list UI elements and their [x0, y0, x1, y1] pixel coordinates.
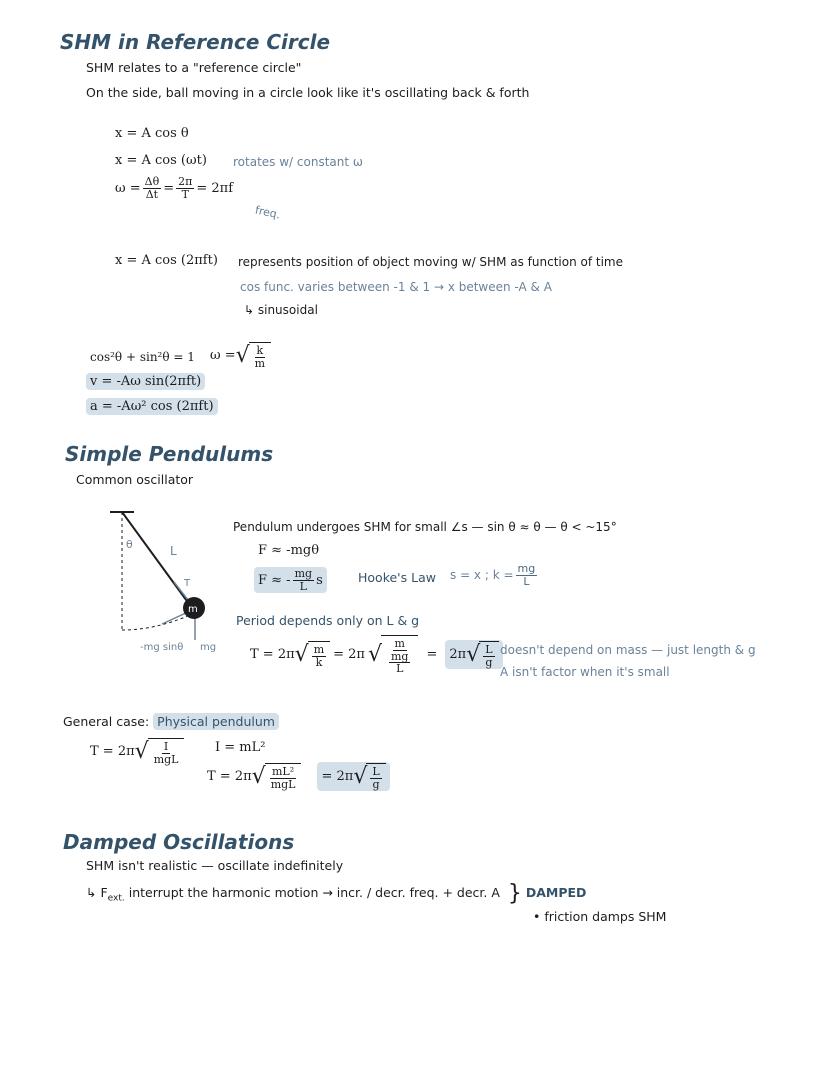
- eq-force-2: [254, 567, 327, 593]
- force2-den: L: [299, 579, 307, 593]
- omega-fraction-1: [143, 176, 162, 200]
- period-f2-num: m: [394, 637, 405, 650]
- period-final: [445, 640, 502, 669]
- eq-trig-identity: cos²θ + sin²θ = 1: [90, 350, 195, 364]
- omega-fraction-2: [176, 176, 194, 200]
- damped-arrow: ↳: [86, 885, 97, 900]
- eq-period: [250, 635, 503, 675]
- period-eq: =: [426, 647, 438, 663]
- note-freq: freq.: [253, 203, 282, 222]
- period-final-den: g: [485, 655, 493, 669]
- omega-f2-den: T: [181, 187, 189, 201]
- eq-physical-period: [90, 738, 184, 765]
- period-fraction-2: [385, 638, 414, 675]
- phys2-sqrt: √ $\frac{\text{mL²}}{\text{mgL}}$: [252, 763, 302, 790]
- phys3-final: [317, 762, 389, 791]
- period-sqrt-1: √ $\frac{m}{k}$: [295, 641, 330, 668]
- omega-lhs: ω =: [115, 180, 141, 196]
- pendulum-note-2: A isn't factor when it's small: [500, 665, 670, 679]
- omega-eq: =: [163, 180, 175, 196]
- restoring-arrow: [162, 612, 188, 624]
- note-position-1: represents position of object moving w/ SHM as function of time: [238, 255, 623, 269]
- label-theta: θ: [126, 538, 133, 551]
- general-case-label: General case:: [63, 714, 150, 729]
- damped-line-1: SHM isn't realistic — oscillate indefinitely: [86, 858, 344, 873]
- general-case-line: [63, 714, 279, 729]
- damped-fext: F: [100, 885, 108, 900]
- omega-k-sqrt: √ $\frac{k}{m}$: [236, 342, 271, 369]
- swing-arc: [122, 615, 190, 630]
- period-lhs: T = 2π: [250, 647, 295, 663]
- pendulum-diagram: [100, 500, 240, 660]
- phys-fraction: [152, 741, 181, 765]
- period-final-num: L: [485, 643, 493, 657]
- label-length: L: [170, 544, 177, 558]
- period-fraction-1: [312, 644, 326, 668]
- period-sqrt-2: √ $\frac{m}{\frac{mg}{L}}$: [368, 635, 419, 675]
- force2-lhs: F ≈ -: [258, 572, 291, 588]
- label-mass: m: [188, 604, 198, 615]
- period-line: Period depends only on L & g: [236, 613, 420, 628]
- force2-fraction: [293, 568, 314, 592]
- phys-den: mgL: [153, 752, 179, 766]
- phys2-lhs: T = 2π: [207, 769, 252, 785]
- omega-k-num: k: [256, 344, 264, 357]
- period-mid: = 2π: [333, 647, 365, 663]
- phys3-fraction: [370, 766, 381, 790]
- hookes-law-relation: [450, 563, 539, 587]
- eq-velocity: v = -Aω sin(2πft): [86, 373, 205, 390]
- pendulum-subtitle: Common oscillator: [76, 472, 194, 487]
- eq-inertia: I = mL²: [215, 740, 266, 755]
- phys3-num: L: [372, 765, 380, 778]
- damped-fext-sub: ext.: [107, 893, 125, 904]
- omega-k-lhs: ω =: [210, 348, 236, 364]
- damped-label: DAMPED: [525, 885, 587, 900]
- pendulum-note-1: doesn't depend on mass — just length & g: [500, 643, 756, 657]
- omega-rhs: = 2πf: [196, 180, 234, 196]
- eq-physical-period-2: [207, 762, 390, 791]
- omega-k-den: m: [254, 356, 266, 370]
- eq-force-1: F ≈ -mgθ: [258, 543, 320, 558]
- hookes-den: L: [523, 574, 530, 588]
- pendulum-line-1: Pendulum undergoes SHM for small ∠s — sin θ ≈ θ — θ < ~15°: [233, 520, 617, 534]
- omega-f2-num: 2π: [178, 175, 193, 188]
- omega-k-fraction: [253, 345, 267, 369]
- shm-line-1: SHM relates to a "reference circle": [86, 60, 302, 75]
- damped-line-2-rest: interrupt the harmonic motion → incr. / decr. freq. + decr. A: [128, 885, 500, 900]
- shm-title: SHM in Reference Circle: [60, 30, 331, 54]
- phys-sqrt: √ $\frac{I}{\text{mgL}}$: [135, 738, 185, 765]
- note-position-3: ↳ sinusoidal: [244, 303, 318, 317]
- eq-x-acos-theta: x = A cos θ: [115, 126, 189, 141]
- eq-omega-k: [210, 342, 271, 369]
- period-f2-den-wrap: [385, 651, 414, 675]
- period-final-fraction: [483, 644, 494, 668]
- eq-omega-definition: [115, 176, 233, 200]
- note-rotates: rotates w/ constant ω: [233, 155, 363, 169]
- note-position-2: cos func. varies between -1 & 1 → x between -A & A: [240, 280, 552, 294]
- period-final-coef: 2π: [449, 647, 467, 663]
- physical-pendulum-label: Physical pendulum: [153, 713, 279, 730]
- hookes-law-label: Hooke's Law: [358, 570, 436, 585]
- phys3-sqrt: √ $\frac{L}{g}$: [353, 763, 385, 790]
- pendulum-string: [122, 512, 192, 608]
- phys3-den: g: [372, 777, 380, 791]
- period-f1-num: m: [313, 643, 325, 657]
- eq-position: x = A cos (2πft): [115, 253, 218, 268]
- phys-num: I: [163, 740, 169, 753]
- period-final-sqrt: √ $\frac{L}{g}$: [466, 641, 498, 668]
- hookes-sub: s = x ; k =: [450, 568, 514, 583]
- force2-rhs: s: [316, 572, 323, 588]
- damped-title: Damped Oscillations: [63, 830, 295, 854]
- phys3-lhs: = 2π: [321, 769, 354, 785]
- shm-line-2: On the side, ball moving in a circle look like it's oscillating back & forth: [86, 85, 530, 100]
- label-tension: T: [184, 578, 191, 589]
- label-mg-sin: -mg sinθ: [140, 642, 184, 653]
- phys2-fraction: [269, 766, 298, 790]
- damped-bullet: • friction damps SHM: [533, 909, 667, 924]
- eq-acceleration: a = -Aω² cos (2πft): [86, 398, 218, 415]
- force2-num: mg: [294, 567, 313, 580]
- eq-x-acos-omega-t: x = A cos (ωt): [115, 153, 207, 168]
- damped-brace: }: [507, 881, 522, 906]
- period-f2-inner-fraction: [389, 651, 410, 675]
- omega-f1-den: Δt: [145, 187, 159, 201]
- label-mg: mg: [200, 642, 217, 653]
- damped-line-2: [86, 881, 586, 906]
- period-f2-sub-num: mg: [391, 649, 409, 663]
- period-f2-sub-den: L: [396, 662, 404, 676]
- pendulum-title: Simple Pendulums: [65, 442, 274, 466]
- hookes-num: mg: [517, 562, 536, 575]
- phys2-num: mL²: [272, 765, 295, 778]
- phys-lhs: T = 2π: [90, 744, 135, 760]
- period-f1-den: k: [315, 655, 323, 669]
- phys2-den: mgL: [270, 777, 296, 791]
- hookes-fraction: [516, 563, 538, 587]
- omega-f1-num: Δθ: [144, 175, 160, 188]
